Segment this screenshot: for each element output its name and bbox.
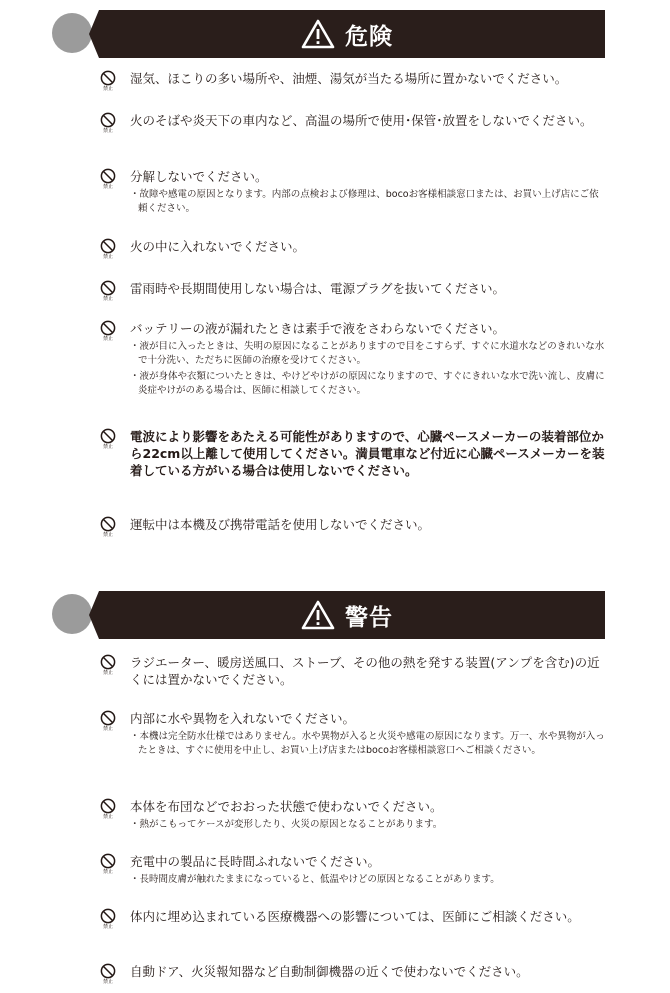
item-text: バッテリーの液が漏れたときは素手で液をさわらないでください。	[130, 321, 506, 336]
item-text: 充電中の製品に長時間ふれないでください。	[130, 854, 381, 869]
warning-title: 警告	[345, 604, 393, 631]
prohibition-icon	[97, 280, 119, 302]
warning-item	[97, 798, 607, 834]
prohibit-label: 禁止	[102, 444, 113, 450]
item-note: ・液が目に入ったときは、失明の原因になることがありますので目をこすらず、すぐに水道水などのきれいな水で十分洗い、ただちに医師の治療を受けてください。	[130, 341, 605, 366]
danger-title: 危険	[345, 23, 393, 50]
item-text: 体内に埋め込まれている医療機器への影響については、医師にご相談ください。	[130, 909, 580, 924]
item-text: 雷雨時や長期間使用しない場合は、電源プラグを抜いてください。	[130, 281, 506, 296]
prohibit-label: 禁止	[102, 726, 113, 732]
danger-item	[97, 320, 607, 400]
item-text: 自動ドア、火災報知器など自動制御機器の近くで使わないでください。	[130, 964, 529, 979]
item-note: ・液が身体や衣類についたときは、やけどやけがの原因になりますので、すぐにきれいな水で洗い流し、皮膚に炎症やけがのある場合は、医師に相談してください。	[130, 371, 605, 396]
item-text: 分解しないでください。	[130, 169, 268, 184]
item-note: ・長時間皮膚が触れたままになっていると、低温やけどの原因となることがあります。	[130, 874, 500, 885]
prohibit-label: 禁止	[102, 336, 113, 342]
item-text: 火のそばや炎天下の車内など、高温の場所で使用･保管･放置をしないでください。	[130, 113, 593, 128]
danger-item	[97, 428, 607, 479]
section-circle-marker	[52, 594, 92, 634]
item-text: 火の中に入れないでください。	[130, 239, 306, 254]
warning-item	[97, 963, 607, 985]
prohibition-icon	[97, 853, 119, 875]
danger-item	[97, 280, 607, 302]
danger-item	[97, 168, 607, 218]
item-note: ・本機は完全防水仕様ではありません。水や異物が入ると火災や感電の原因になります。万一、水や異物が入ったときは、すぐに使用を中止し、お買い上げ店またはbocoお客様相談窓口へご相談ください。	[130, 731, 605, 756]
section-circle-marker	[52, 13, 92, 53]
prohibit-label: 禁止	[102, 86, 113, 92]
prohibit-label: 禁止	[102, 814, 113, 820]
warning-item	[97, 853, 607, 889]
danger-item	[97, 516, 607, 538]
warning-item	[97, 654, 607, 688]
item-text: 内部に水や異物を入れないでください。	[130, 711, 356, 726]
warning-item	[97, 710, 607, 760]
prohibit-label: 禁止	[102, 128, 113, 134]
item-note: ・故障や感電の原因となります。内部の点検および修理は、bocoお客様相談窓口または、お買い上げ店にご依頼ください。	[130, 189, 599, 214]
prohibition-icon	[97, 70, 119, 92]
prohibition-icon	[97, 168, 119, 190]
warning-header	[52, 591, 605, 639]
item-text: 湿気、ほこりの多い場所や、油煙、湯気が当たる場所に置かないでください。	[130, 71, 568, 86]
prohibit-label: 禁止	[102, 532, 113, 538]
item-text: 運転中は本機及び携帯電話を使用しないでください。	[130, 517, 431, 532]
prohibit-label: 禁止	[102, 184, 113, 190]
prohibition-icon	[97, 112, 119, 134]
prohibition-icon	[97, 798, 119, 820]
prohibit-label: 禁止	[102, 979, 113, 985]
prohibition-icon	[97, 428, 119, 450]
prohibit-label: 禁止	[102, 296, 113, 302]
warning-triangle-icon	[301, 19, 335, 49]
prohibit-label: 禁止	[102, 254, 113, 260]
item-text: ラジエーター、暖房送風口、ストーブ、その他の熱を発する装置(アンプを含む)の近くには置かないでください。	[130, 655, 600, 687]
prohibition-icon	[97, 908, 119, 930]
prohibition-icon	[97, 710, 119, 732]
item-note: ・熱がこもってケースが変形したり、火災の原因となることがあります。	[130, 819, 443, 830]
item-text: 本体を布団などでおおった状態で使わないでください。	[130, 799, 443, 814]
prohibition-icon	[97, 238, 119, 260]
prohibition-icon	[97, 516, 119, 538]
danger-item	[97, 238, 607, 260]
danger-header	[52, 10, 605, 58]
prohibition-icon	[97, 320, 119, 342]
item-text: 電波により影響をあたえる可能性がありますので、心臓ペースメーカーの装着部位から22cm以上離して使用してください。満員電車など付近に心臓ペースメーカーを装着している方がいる場合は使用しないでください。	[130, 429, 605, 478]
prohibit-label: 禁止	[102, 869, 113, 875]
prohibition-icon	[97, 654, 119, 676]
prohibit-label: 禁止	[102, 924, 113, 930]
prohibit-label: 禁止	[102, 670, 113, 676]
danger-item	[97, 112, 607, 134]
warning-triangle-icon	[301, 600, 335, 630]
prohibition-icon	[97, 963, 119, 985]
danger-item	[97, 70, 607, 92]
warning-item	[97, 908, 607, 930]
